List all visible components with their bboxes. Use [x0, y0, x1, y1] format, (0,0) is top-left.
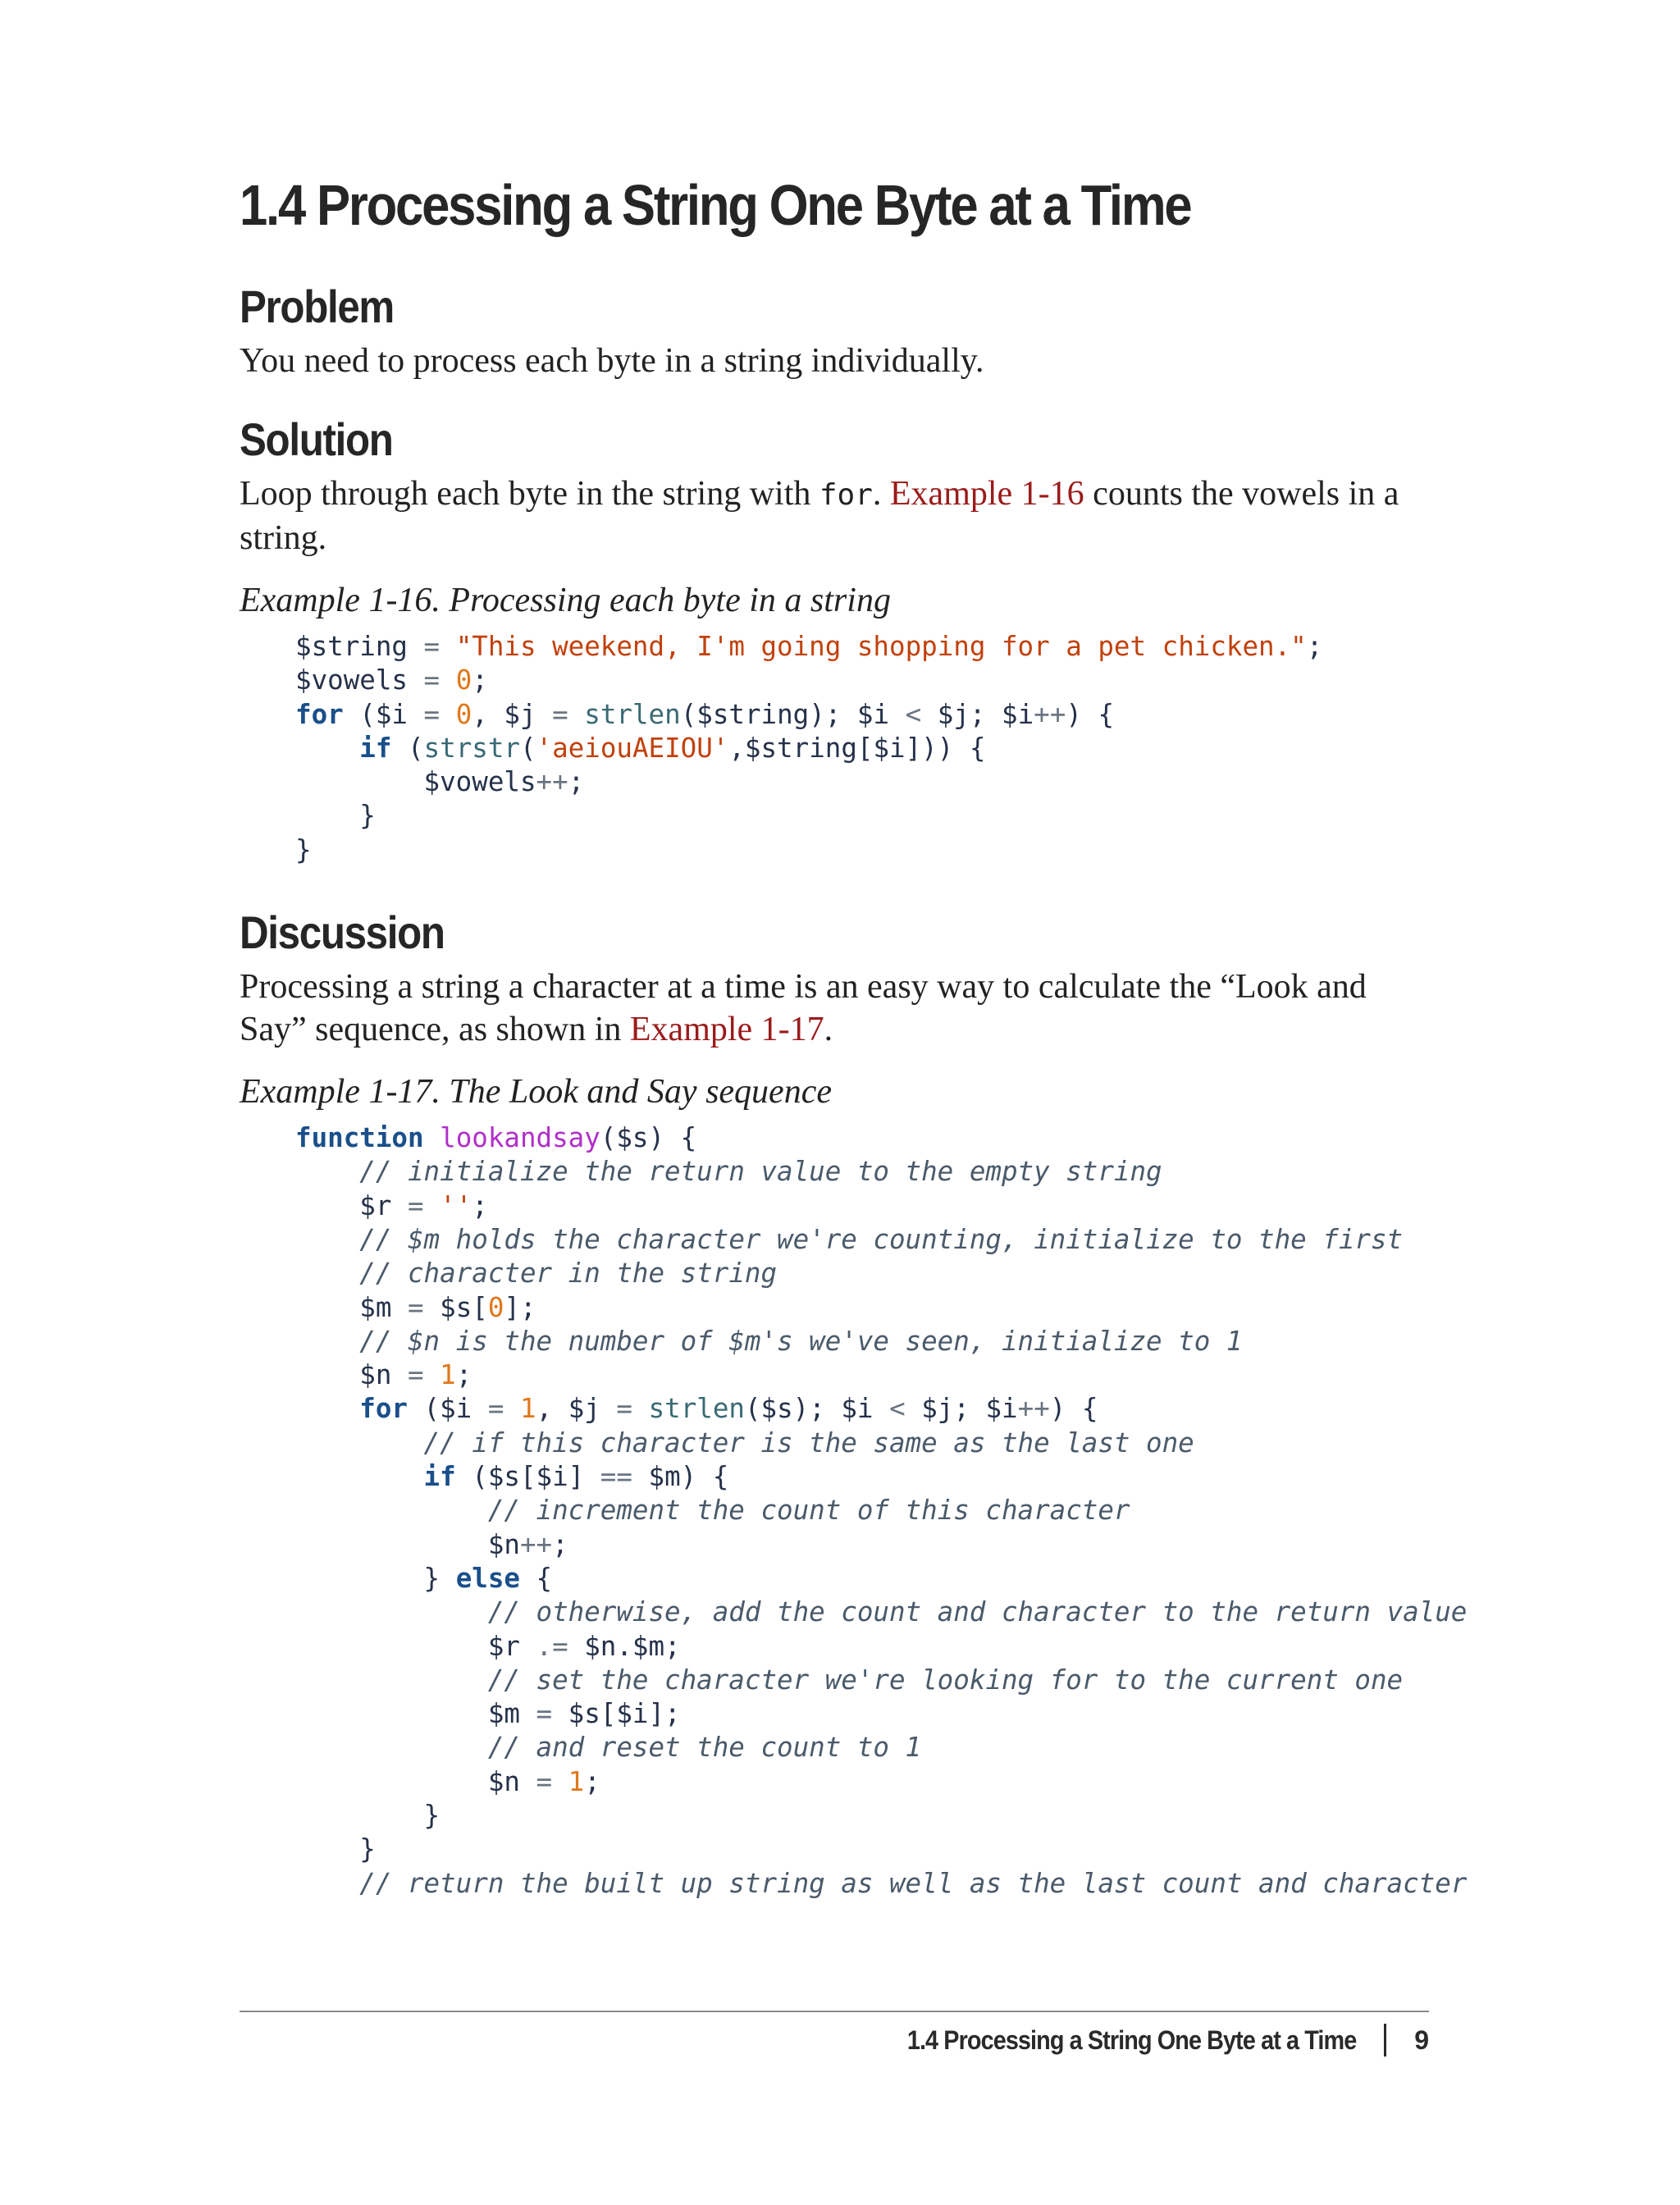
page-number: 9: [1414, 2025, 1429, 2055]
solution-text-mid: .: [872, 475, 890, 513]
solution-text-before: Loop through each byte in the string with: [240, 475, 819, 513]
inline-code-for: for: [819, 478, 873, 512]
footer-separator: [1384, 2024, 1386, 2057]
discussion-text-before: Processing a string a character at a time is an easy way to calculate the “Look and Say” sequence, as shown in: [240, 968, 1367, 1049]
problem-text: You need to process each byte in a string individually.: [240, 342, 984, 380]
page-footer: [857, 2020, 1429, 2061]
example-1-17-link[interactable]: Example 1-17: [629, 1011, 824, 1049]
example-1-16-caption: Example 1-16. Processing each byte in a string: [240, 582, 891, 619]
example-1-16-link[interactable]: Example 1-16: [889, 475, 1084, 513]
section-title: 1.4 Processing a String One Byte at a Time: [240, 173, 1191, 237]
example-1-16-code: $string = "This weekend, I'm going shopping for a pet chicken."; $vowels = 0; for ($i = 0, $j = strlen($string); $i < $j; $i++) { if (strstr('aeiouAEIOU',$string[$i])) { $vowels++; } }: [295, 631, 1323, 865]
problem-heading: Problem: [240, 281, 394, 332]
discussion-text-after: .: [824, 1011, 833, 1049]
footer-divider: [240, 2011, 1429, 2012]
solution-heading: Solution: [240, 413, 393, 465]
page-content: [240, 164, 1468, 1901]
solution-text-after: counts the vowels in a string.: [240, 475, 1399, 557]
discussion-text: [240, 966, 1437, 1051]
discussion-heading: Discussion: [240, 906, 445, 959]
footer-running-title: 1.4 Processing a String One Byte at a Time: [906, 2025, 1357, 2055]
solution-text: [240, 472, 1437, 559]
example-1-17-code: function lookandsay($s) { // initialize the return value to the empty string $r = ''; // $m holds the character we're counting, initialize to the first // character in the string $m = $s[0]; // $n is the number of $m's we've seen, initialize to 1 $n = 1; for ($i = 1, $j = strlen($s); $i < $j; $i++) { // if this character is the same as the last one if ($s[$i] == $m) { // increment the count of this character $n++; } else { // otherwise, add the count and character to the return value $r .= $n.$m; // set the character we're looking for to the current one $m = $s[$i]; // and reset the count to 1 $n = 1; } } // return the built up string as well as the last count and character: [295, 1122, 1468, 1899]
example-1-17-caption: Example 1-17. The Look and Say sequence: [240, 1073, 832, 1112]
